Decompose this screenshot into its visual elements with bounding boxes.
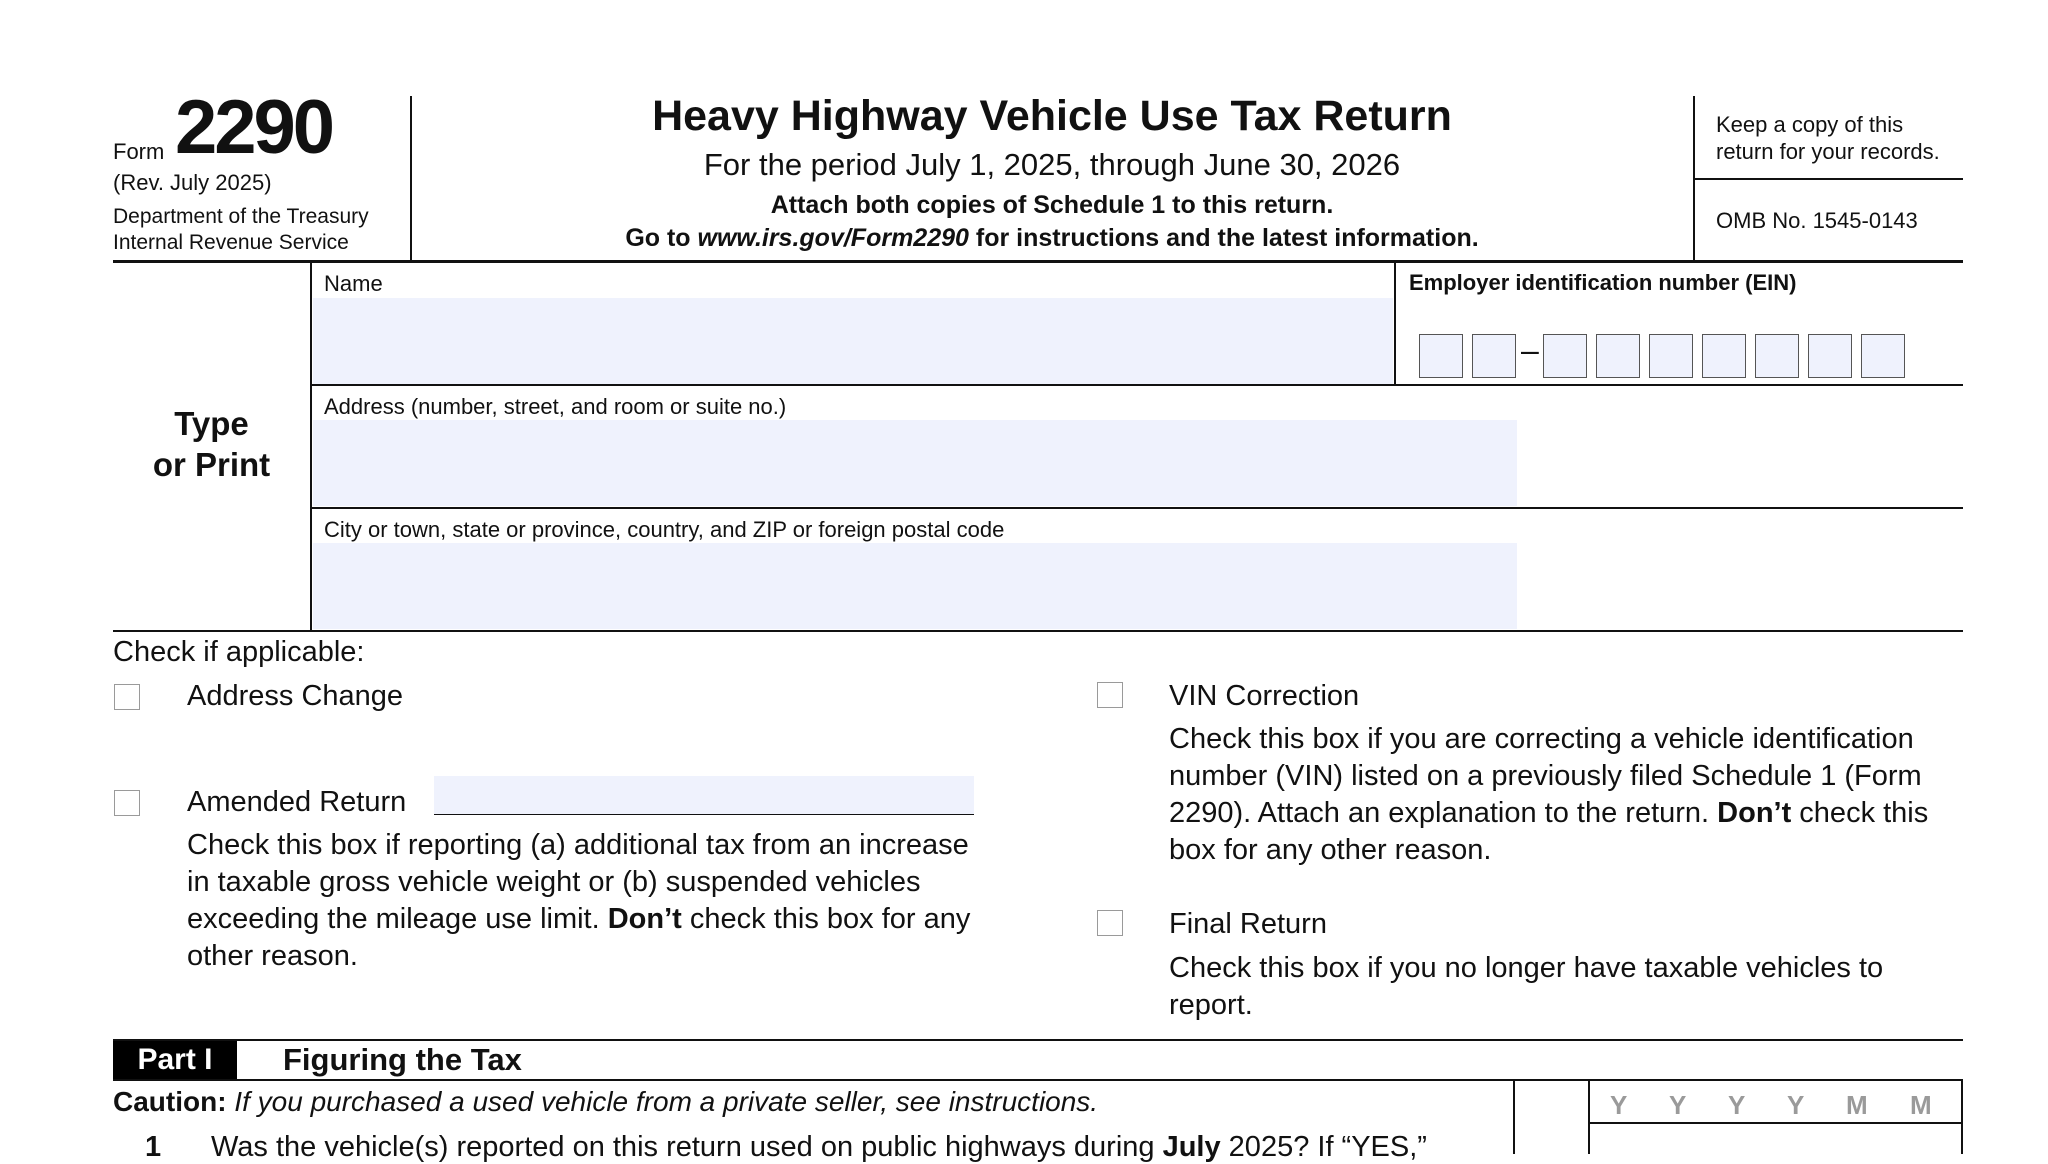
instructions-note xyxy=(412,224,1692,253)
vin-correction-label: VIN Correction xyxy=(1169,680,1360,712)
form-title: Heavy Highway Vehicle Use Tax Return xyxy=(652,92,1452,140)
part1-title: Figuring the Tax xyxy=(283,1042,522,1077)
ein-digit-7[interactable] xyxy=(1755,334,1799,378)
date-letter-y2: Y xyxy=(1669,1090,1687,1120)
vin-correction-description xyxy=(1169,721,1959,869)
ein-digit-2[interactable] xyxy=(1472,334,1516,378)
date-letter-m1: M xyxy=(1846,1090,1868,1120)
address-row-rule xyxy=(311,507,1963,509)
ein-divider xyxy=(1394,263,1396,385)
date-letter-y1: Y xyxy=(1610,1090,1628,1120)
check-heading: Check if applicable: xyxy=(113,636,365,668)
tax-period: For the period July 1, 2025, through June 30, 2026 xyxy=(703,147,1401,182)
address-label: Address (number, street, and room or suite no.) xyxy=(324,394,787,419)
address-field[interactable] xyxy=(313,420,1517,506)
ein-digit-4[interactable] xyxy=(1596,334,1640,378)
goto-suffix: for instructions and the latest information. xyxy=(968,224,1479,252)
goto-prefix: Go to xyxy=(625,224,698,252)
date-letter-y3: Y xyxy=(1728,1090,1746,1120)
caution-label: Caution: xyxy=(113,1086,227,1117)
header-bottom-rule xyxy=(113,260,1963,263)
type-or-print-label xyxy=(113,403,310,485)
line1-number: 1 xyxy=(145,1131,162,1163)
amended-desc-text: Check this box if reporting (a) additional tax from an increase in taxable gross vehicle weight or (b) suspended vehicles exceeding the mileage use limit. xyxy=(187,829,969,935)
line1-text-a: Was the vehicle(s) reported on this return used on public highways during xyxy=(211,1131,1163,1163)
date-letter-m2: M xyxy=(1910,1090,1932,1120)
final-return-description: Check this box if you no longer have taxable vehicles to report. xyxy=(1169,952,1884,1021)
amended-return-description xyxy=(187,827,977,975)
final-return-checkbox[interactable] xyxy=(1097,910,1123,936)
amended-desc-bold: Don’t xyxy=(607,903,682,935)
date-box-right-edge xyxy=(1961,1080,1963,1154)
name-row-rule xyxy=(311,384,1963,386)
name-field[interactable] xyxy=(313,298,1393,384)
ein-digit-3[interactable] xyxy=(1543,334,1587,378)
omb-number: OMB No. 1545-0143 xyxy=(1716,208,1918,233)
part1-badge: Part I xyxy=(113,1041,237,1079)
line1-question xyxy=(211,1131,1427,1164)
part1-title-rule xyxy=(113,1079,1963,1081)
ein-digit-8[interactable] xyxy=(1808,334,1852,378)
ein-label: Employer identification number (EIN) xyxy=(1409,270,1797,295)
form-revision: (Rev. July 2025) xyxy=(113,170,272,195)
line1-text-b: 2025? If “YES,” xyxy=(1220,1131,1427,1163)
attach-note: Attach both copies of Schedule 1 to this return. xyxy=(770,191,1334,219)
final-return-label: Final Return xyxy=(1169,908,1327,940)
city-field[interactable] xyxy=(313,543,1517,629)
form-number: 2290 xyxy=(175,85,333,170)
vin-desc-tail: check this box for any other reason. xyxy=(1169,797,1929,866)
keep-copy-note: Keep a copy of this return for your records. xyxy=(1716,112,1940,164)
caution-note xyxy=(113,1086,1098,1118)
ein-digit-5[interactable] xyxy=(1649,334,1693,378)
amended-desc-tail: check this box for any other reason. xyxy=(187,903,971,972)
address-change-label: Address Change xyxy=(187,680,404,712)
identity-left-divider xyxy=(310,263,312,631)
irs-link[interactable]: www.irs.gov/Form2290 xyxy=(697,224,969,252)
amended-return-checkbox[interactable] xyxy=(114,790,140,816)
amended-return-field[interactable] xyxy=(434,776,974,815)
ein-digit-1[interactable] xyxy=(1419,334,1463,378)
omb-divider xyxy=(1693,178,1963,180)
city-label: City or town, state or province, country, and ZIP or foreign postal code xyxy=(324,517,1005,542)
vin-desc-text: Check this box if you are correcting a vehicle identification number (VIN) listed on a previously filed Schedule 1 (Form 2290). Attach an explanation to the return. xyxy=(1169,723,1922,829)
part1-column-divider-a xyxy=(1513,1080,1515,1154)
line1-bold: July xyxy=(1162,1131,1221,1163)
service-label: Internal Revenue Service xyxy=(113,231,349,254)
amended-return-label: Amended Return xyxy=(187,786,407,818)
address-change-checkbox[interactable] xyxy=(114,684,140,710)
ein-digit-9[interactable] xyxy=(1861,334,1905,378)
first-use-month-field[interactable] xyxy=(1590,1124,1960,1154)
name-label: Name xyxy=(324,271,383,296)
date-letter-y4: Y xyxy=(1787,1090,1805,1120)
or-print-label: or Print xyxy=(152,446,271,483)
ein-digit-6[interactable] xyxy=(1702,334,1746,378)
type-label: Type xyxy=(174,405,249,442)
caution-text: If you purchased a used vehicle from a private seller, see instructions. xyxy=(226,1086,1099,1117)
vin-desc-bold: Don’t xyxy=(1717,797,1792,829)
vin-correction-checkbox[interactable] xyxy=(1097,682,1123,708)
form-label: Form xyxy=(113,139,165,164)
department-label: Department of the Treasury xyxy=(113,205,369,228)
ein-separator: – xyxy=(1521,332,1539,368)
identity-bottom-rule xyxy=(113,630,1963,632)
